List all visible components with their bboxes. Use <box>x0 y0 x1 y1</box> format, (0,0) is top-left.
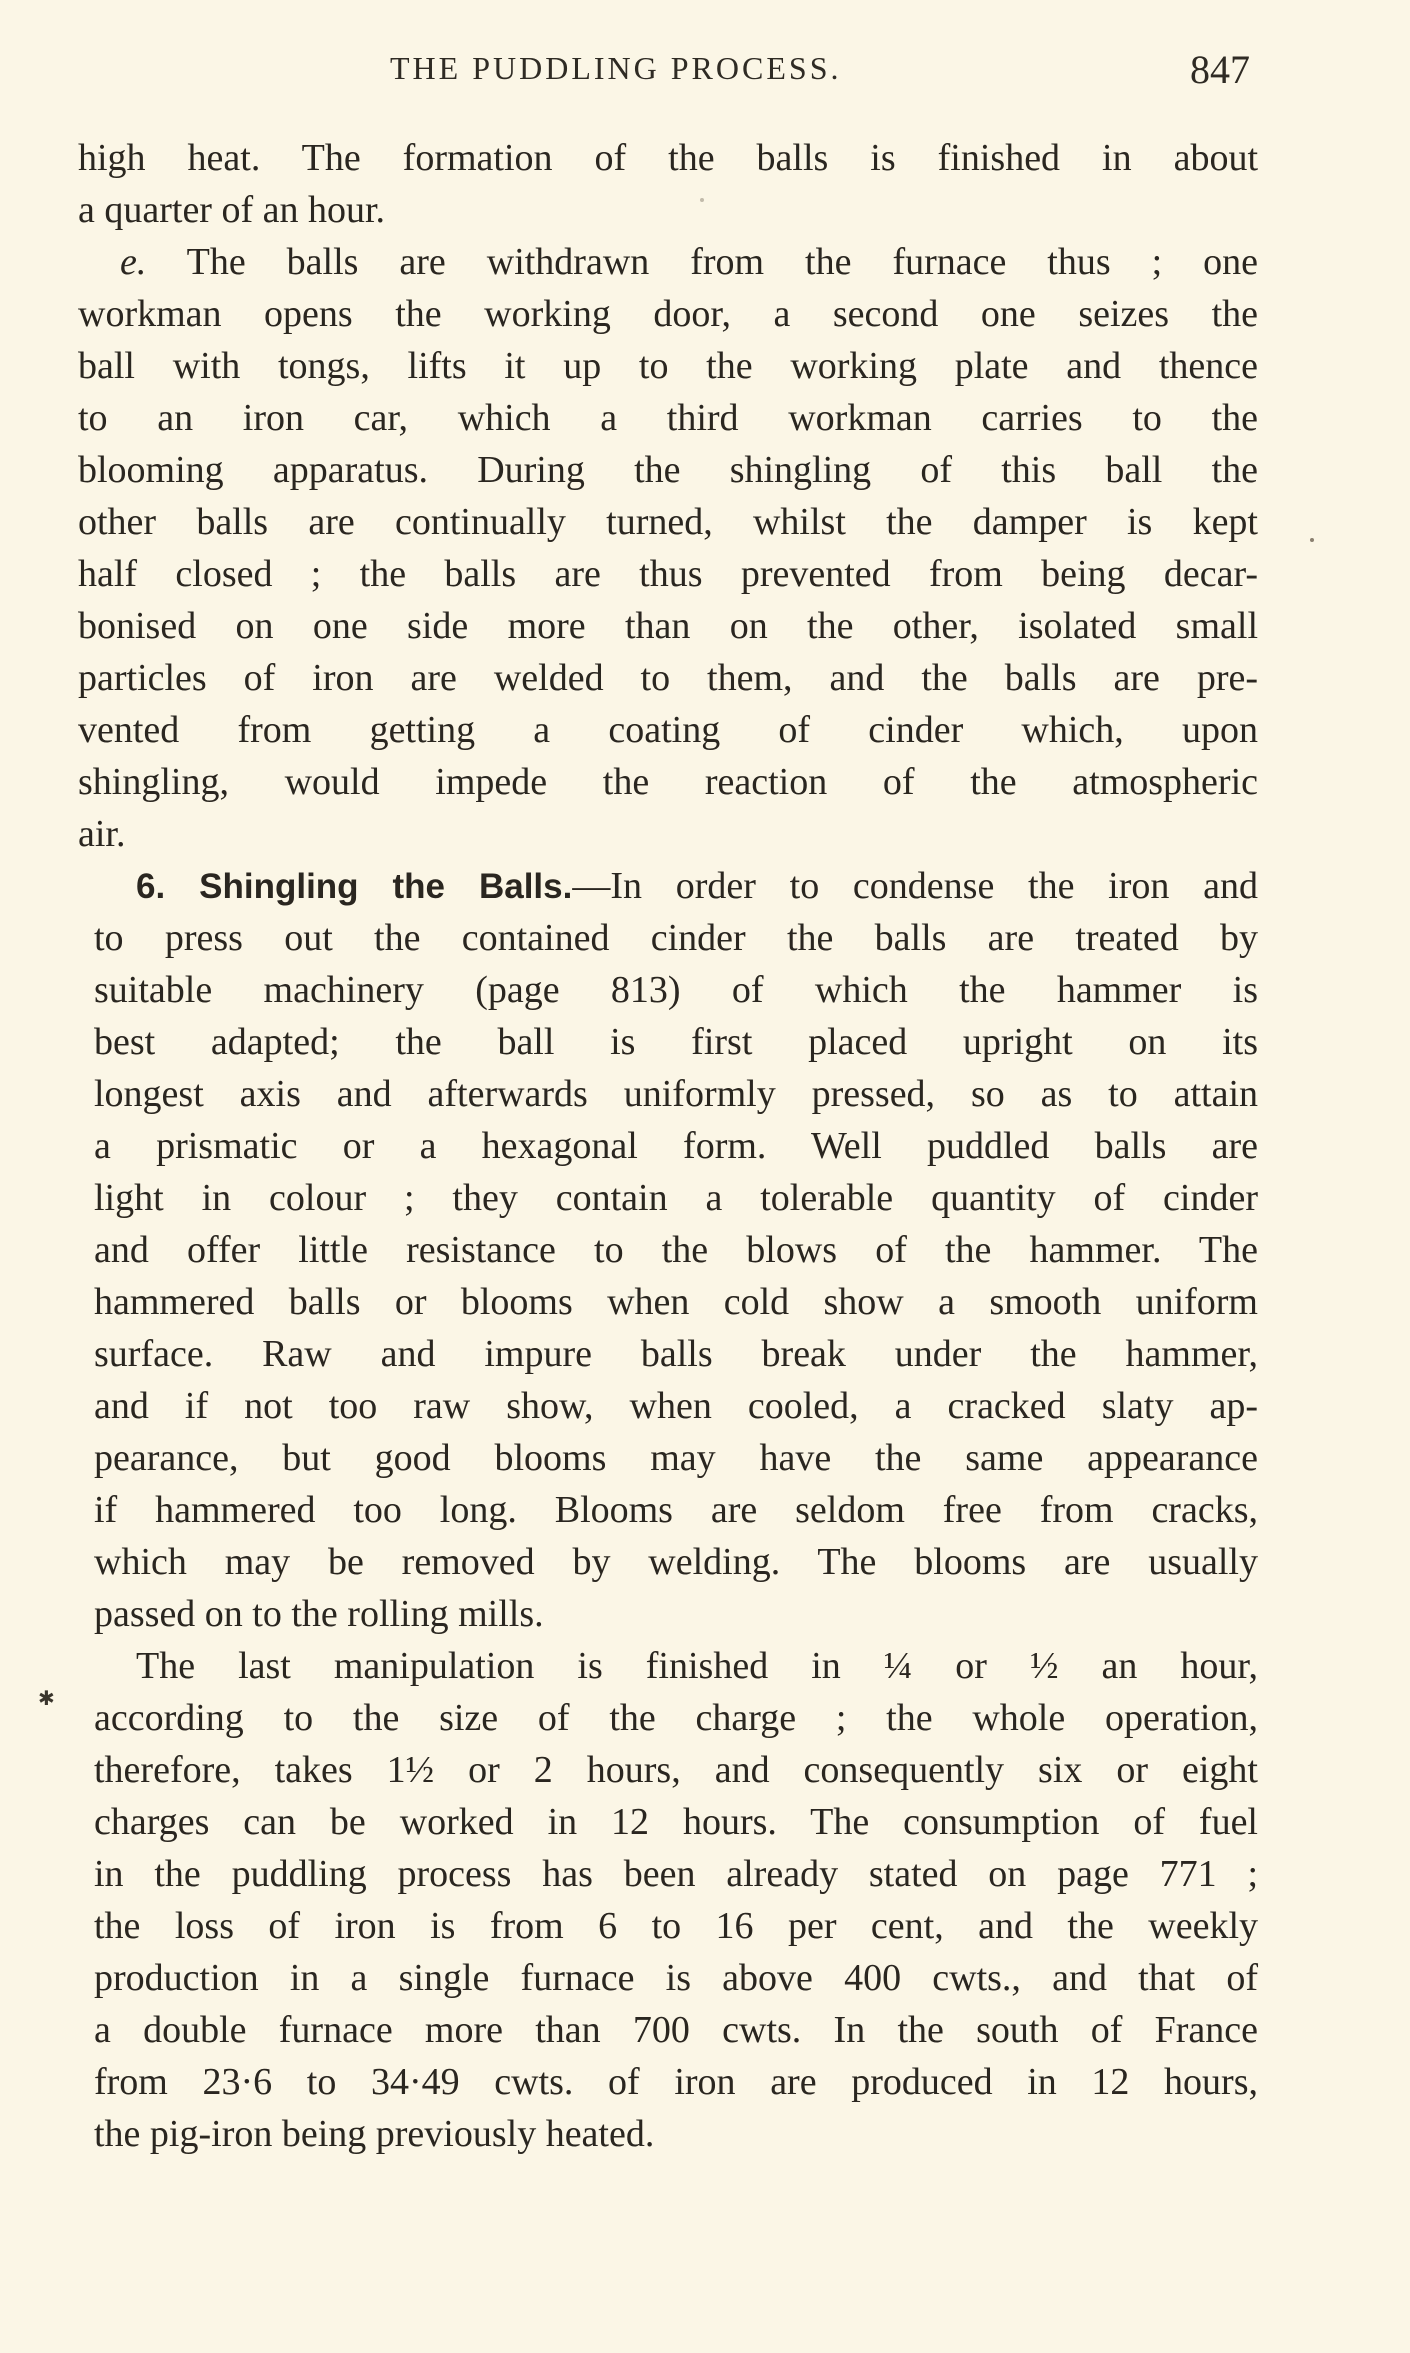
text-line: shingling, would impede the reaction of the atmospheric <box>78 761 1258 803</box>
text-line: ball with tongs, lifts it up to the working plate and thence <box>78 345 1258 387</box>
text-line: a prismatic or a hexagonal form. Well puddled balls are <box>94 1125 1258 1167</box>
text-line: light in colour ; they contain a tolerable quantity of cinder <box>94 1177 1258 1219</box>
text-line: to an iron car, which a third workman carries to the <box>78 397 1258 439</box>
text-line: high heat. The formation of the balls is finished in about <box>78 137 1258 179</box>
text-line: half closed ; the balls are thus prevented from being decar- <box>78 553 1258 595</box>
page-number: 847 <box>1190 47 1250 92</box>
text-line: and offer little resistance to the blows of the hammer. The <box>94 1229 1258 1271</box>
text-line: pearance, but good blooms may have the same appearance <box>94 1437 1258 1479</box>
item-label: e. <box>120 241 147 283</box>
margin-asterisk-mark: ✱ <box>38 1688 55 1710</box>
text-line: which may be removed by welding. The blooms are usually <box>94 1541 1258 1583</box>
text-line: best adapted; the ball is first placed upright on its <box>94 1021 1258 1063</box>
text-line: longest axis and afterwards uniformly pressed, so as to attain <box>94 1073 1258 1115</box>
paragraph <box>78 236 1258 860</box>
text-line <box>78 236 1258 288</box>
text-line: according to the size of the charge ; the whole operation, <box>94 1697 1258 1739</box>
text-line-content: —In order to condense the iron and <box>572 865 1258 907</box>
text-line: charges can be worked in 12 hours. The consumption of fuel <box>94 1801 1258 1843</box>
text-line: the loss of iron is from 6 to 16 per cent, and the weekly <box>94 1905 1258 1947</box>
text-line: surface. Raw and impure balls break under the hammer, <box>94 1333 1258 1375</box>
text-line: workman opens the working door, a second one seizes the <box>78 293 1258 335</box>
text-line: vented from getting a coating of cinder which, upon <box>78 709 1258 751</box>
text-line: bonised on one side more than on the other, isolated small <box>78 605 1258 647</box>
text-line: a quarter of an hour. <box>78 189 386 231</box>
running-head: THE PUDDLING PROCESS. <box>390 50 842 86</box>
paragraph <box>94 1640 1258 2160</box>
text-line: if hammered too long. Blooms are seldom free from cracks, <box>94 1489 1258 1531</box>
paragraph <box>78 132 1258 236</box>
text-line <box>94 860 1258 912</box>
text-line: in the puddling process has been already stated on page 771 ; <box>94 1853 1258 1895</box>
print-speck <box>1310 538 1314 542</box>
paragraph <box>94 860 1258 1640</box>
text-line: air. <box>78 813 126 855</box>
text-line: hammered balls or blooms when cold show a smooth uniform <box>94 1281 1258 1323</box>
text-line: and if not too raw show, when cooled, a cracked slaty ap- <box>94 1385 1258 1427</box>
text-line: other balls are continually turned, whilst the damper is kept <box>78 501 1258 543</box>
text-line: the pig-iron being previously heated. <box>94 2113 655 2155</box>
body-text <box>78 132 1258 2160</box>
text-line: a double furnace more than 700 cwts. In the south of France <box>94 2009 1258 2051</box>
text-line: from 23·6 to 34·49 cwts. of iron are produced in 12 hours, <box>94 2061 1258 2103</box>
text-line: particles of iron are welded to them, and the balls are pre- <box>78 657 1258 699</box>
text-line: to press out the contained cinder the balls are treated by <box>94 917 1258 959</box>
text-line: blooming apparatus. During the shingling of this ball the <box>78 449 1258 491</box>
text-line: suitable machinery (page 813) of which the hammer is <box>94 969 1258 1011</box>
text-line: passed on to the rolling mills. <box>94 1593 544 1635</box>
text-line-content: The balls are withdrawn from the furnace thus ; one <box>146 241 1258 283</box>
text-line: therefore, takes 1½ or 2 hours, and consequently six or eight <box>94 1749 1258 1791</box>
text-line: production in a single furnace is above 400 cwts., and that of <box>94 1957 1258 1999</box>
section-heading: 6. Shingling the Balls. <box>136 867 573 906</box>
text-line: The last manipulation is finished in ¼ or ½ an hour, <box>136 1645 1258 1687</box>
